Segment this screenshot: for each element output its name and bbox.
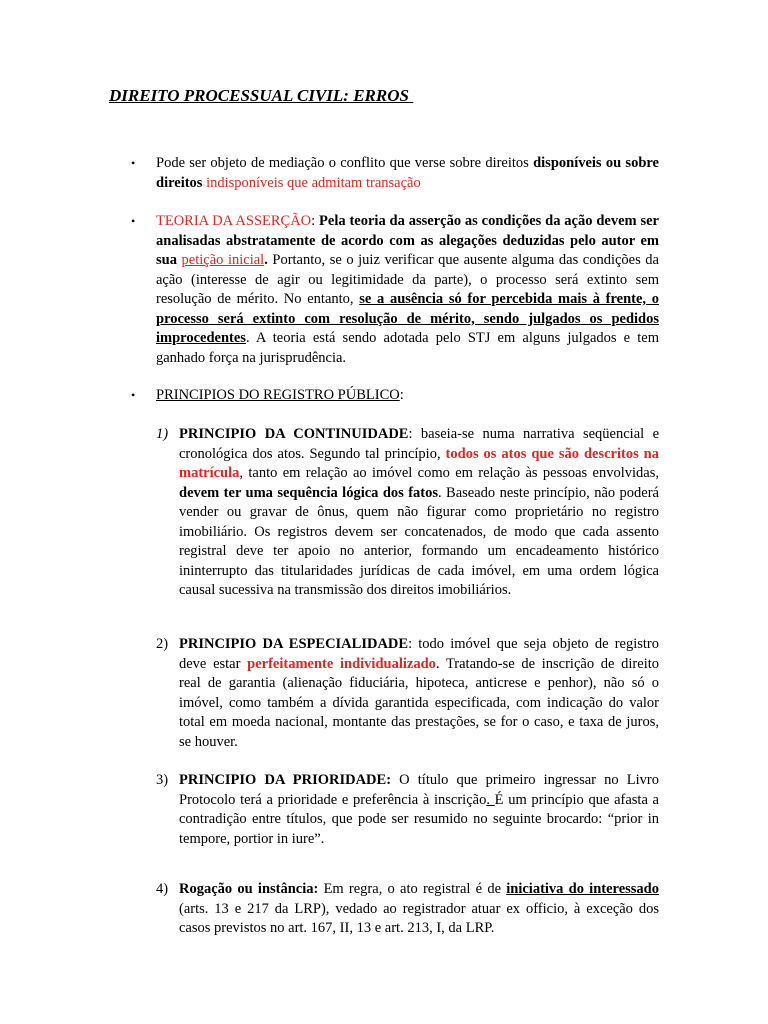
text-run: (arts. 13 e 217 da LRP), vedado ao registrador atuar ex officio, à exceção dos casos previstos no art. 167, II, 13 e art. 213, I, da LRP.: [179, 900, 659, 936]
list-item-rogacao: [179, 880, 659, 939]
text-run: : baseia-se numa narrativa seqüencial e cronológica dos atos. Segundo tal princípio,: [179, 426, 660, 462]
text-run: . Tratando-se de inscrição de direito real de garantia (alienação fiduciária, hipoteca, anticrese e penhor), não só o imóvel, como também a dívida garantida especificada, com indicação do valor total em moeda nacional, montante das prestações, se for o caso, e taxa de juros, se houver.: [179, 655, 660, 750]
text-run: Em regra, o ato registral é de: [318, 881, 507, 897]
highlight-underlined-text: petição inicial: [181, 252, 265, 268]
bold-text: Pela teoria da asserção as condições da ação devem ser analisadas abstratamente de acordo com as alegações deduzidas pelo autor em sua: [156, 213, 659, 268]
list-item-especialidade: [179, 635, 659, 752]
list-item-mediacao: [156, 154, 659, 193]
highlight-text: TEORIA DA ASSERÇÃO: [156, 213, 312, 229]
bold-underlined-text: iniciativa do interessado: [506, 881, 659, 897]
text-run: É um princípio que afasta a contradição entre títulos, que pode ser resumido no seguinte brocardo: “prior in tempore, portior in iure”.: [179, 791, 659, 847]
bold-text: devem ter uma sequência lógica dos fatos: [179, 484, 439, 501]
highlight-bold-text: todos os atos que são descritos na matrícula: [179, 445, 659, 481]
text-run: . Baseado neste princípio, não poderá vender ou gravar de ônus, quem não figurar como proprietário no registro imobiliário. Os registros devem ser concatenados, de modo que cada assento registral deve ter apoio no anterior, formando um encadeamento histórico ininterrupto das titularidades jurídicas de cada imóvel, em uma ordem lógica causal sucessiva na transmissão dos direitos imobiliários.: [179, 484, 659, 598]
underlined-text: .: [486, 791, 495, 808]
bold-text: disponíveis ou sobre direitos: [156, 155, 659, 191]
text-run: Portanto, se o juiz verificar que ausente alguma das condições da ação (interesse de agir ou legitimidade da parte), o processo será extinto sem resolução de mérito. No entanto,: [156, 252, 659, 307]
text-run: O título que primeiro ingressar no Livro Protocolo terá a prioridade e preferência à inscrição: [179, 772, 659, 808]
list-item-teoria-assercao: [156, 212, 659, 368]
text-run: :: [311, 213, 320, 229]
bullet-icon: •: [131, 388, 136, 402]
text-run: : todo imóvel que seja objeto de registro deve estar: [179, 636, 659, 672]
underlined-text: PRINCIPIOS DO REGISTRO PÚBLICO: [156, 387, 400, 403]
bold-underlined-text: se a ausência só for percebida mais à frente, o processo será extinto com resolução de mérito, sendo julgados os pedidos improcedentes: [156, 291, 659, 346]
list-item-principios-registro: [156, 386, 659, 406]
list-number: 1): [156, 426, 169, 442]
list-number: 2): [156, 636, 169, 652]
page-title: DIREITO PROCESSUAL CIVIL: ERROS: [109, 86, 414, 105]
text-run: , tanto em relação ao imóvel como em relação às pessoas envolvidas,: [239, 465, 659, 481]
bold-text: Rogação ou instância:: [179, 881, 319, 897]
bold-text: PRINCIPIO DA ESPECIALIDADE: [179, 636, 409, 652]
highlight-text: indisponíveis que admitam transação: [206, 174, 421, 191]
bold-text: PRINCIPIO DA CONTINUIDADE: [179, 426, 409, 442]
text-run: Pode ser objeto de mediação o conflito que verse sobre direitos: [156, 155, 534, 171]
bold-text: .: [264, 252, 268, 268]
list-item-continuidade: [179, 425, 659, 601]
text-run: :: [399, 387, 404, 403]
bullet-icon: •: [131, 156, 136, 170]
bullet-icon: •: [131, 214, 136, 228]
list-item-prioridade: [179, 771, 659, 849]
bold-text: PRINCIPIO DA PRIORIDADE:: [179, 772, 392, 788]
list-number: 3): [156, 772, 169, 788]
list-number: 4): [156, 881, 169, 897]
highlight-bold-text: perfeitamente individualizado: [247, 655, 436, 672]
text-run: . A teoria está sendo adotada pelo STJ em alguns julgados e tem ganhado força na jurisprudência.: [156, 330, 659, 366]
